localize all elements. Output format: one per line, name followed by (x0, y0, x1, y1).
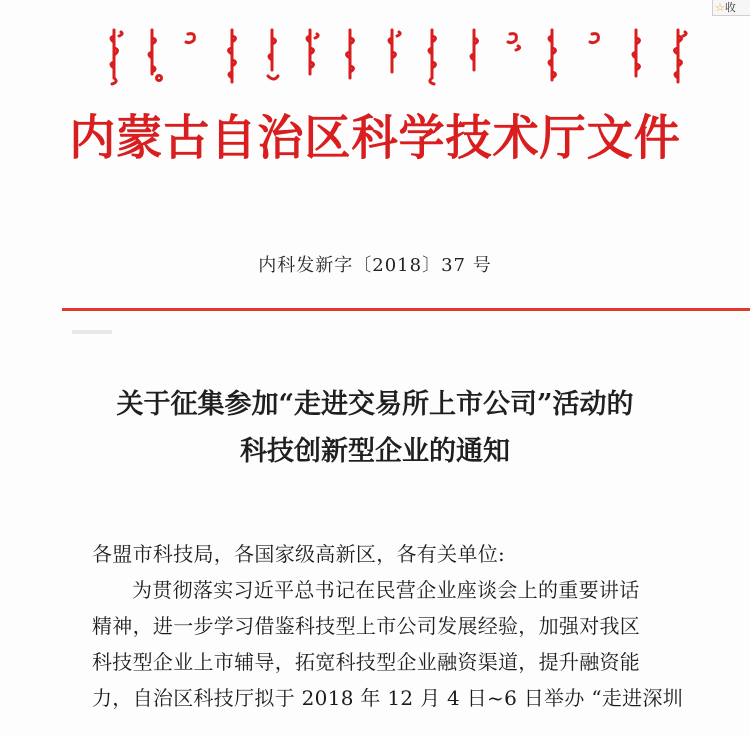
body-line-4: 力，自治区科技厅拟于 2018 年 12 月 4 日~6 日举办 “走进深圳 (92, 686, 684, 710)
issuer-title: 内蒙古自治区科学技术厅文件 (69, 110, 681, 166)
scan-mark (72, 330, 112, 334)
body-line-2: 精神，进一步学习借鉴科技型上市公司发展经验，加强对我区 (92, 614, 641, 638)
favorite-button[interactable] (712, 0, 750, 16)
body-line-1: 为贯彻落实习近平总书记在民营企业座谈会上的重要讲话 (132, 578, 640, 602)
red-divider (62, 308, 750, 311)
favorite-label: 收 (724, 1, 736, 14)
mongolian-script-heading (96, 26, 716, 88)
document-number: 内科发新字〔2018〕37 号 (258, 255, 492, 276)
salutation: 各盟市科技局，各国家级高新区，各有关单位: (92, 542, 506, 566)
notice-title-line-1: 关于征集参加“走进交易所上市公司”活动的 (116, 389, 634, 420)
notice-title-line-2: 科技创新型企业的通知 (240, 436, 510, 467)
body-line-3: 科技型企业上市辅导，拓宽科技型企业融资渠道，提升融资能 (92, 650, 641, 674)
star-icon: ☆ (715, 1, 725, 14)
